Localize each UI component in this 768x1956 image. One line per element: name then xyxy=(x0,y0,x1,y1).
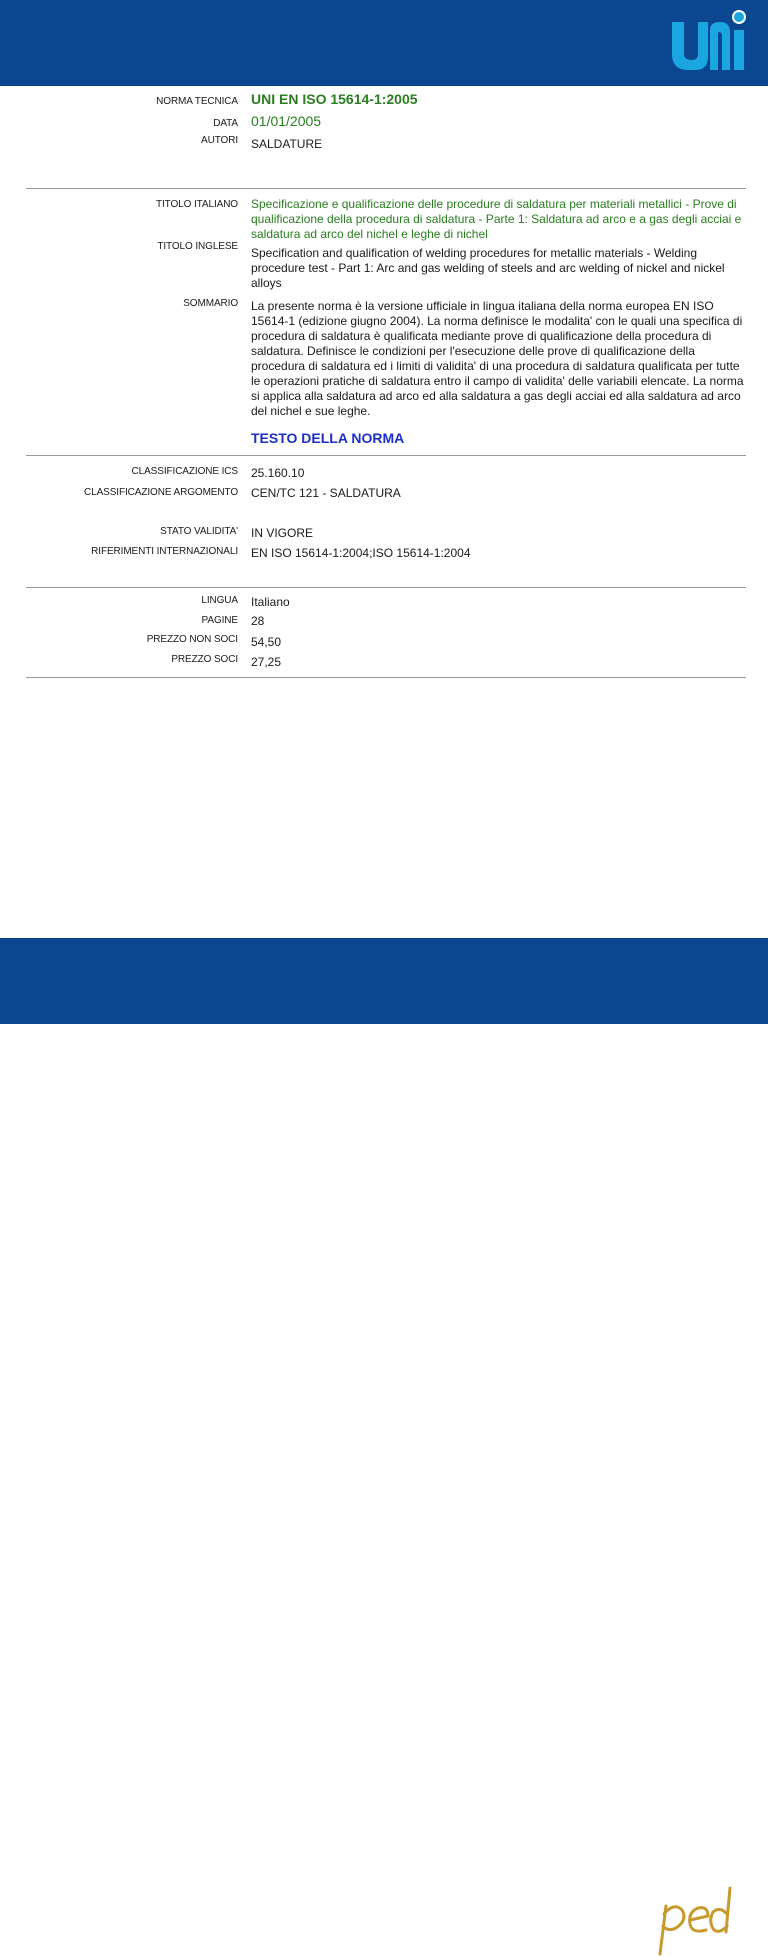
label-classificazione-ics: CLASSIFICAZIONE ICS xyxy=(131,466,238,477)
label-stato-validita: STATO VALIDITA' xyxy=(160,526,238,537)
ped-logo xyxy=(650,1884,742,1956)
divider xyxy=(26,587,746,588)
label-titolo-italiano: TITOLO ITALIANO xyxy=(155,199,238,210)
label-prezzo-non-soci: PREZZO NON SOCI xyxy=(146,634,238,645)
prezzo-soci-value: 27,25 xyxy=(251,655,282,669)
stato-value: IN VIGORE xyxy=(251,526,314,540)
divider xyxy=(26,188,746,189)
label-sommario: SOMMARIO xyxy=(183,298,238,309)
lingua-value: Italiano xyxy=(251,595,290,609)
norma-authors: SALDATURE xyxy=(251,137,323,151)
summary-text: La presente norma è la versione ufficiale in lingua italiana della norma europea EN ISO 15614-1 (edizione giugno 2004). La norma definisce le modalita' con le quali una specifica di procedura di saldatura è qualificata mediante prove di qualificazione della procedura di saldatura. Definisce le condizioni per l'esecuzione delle prove di qualificazione della procedura di saldatura ed i limiti di validita' di una procedura di saldatura qualificata per tutte le operazioni pratiche di saldatura entro il campo di validita' delle variabili elencate. La norma si applica alla saldatura ad arco ed alla saldatura a gas degli acciai ed alla saldatura ad arco del nichel e sue leghe. xyxy=(251,299,744,418)
label-norma-tecnica: NORMA TECNICA xyxy=(156,96,238,107)
divider xyxy=(26,455,746,456)
italian-title: Specificazione e qualificazione delle procedure di saldatura per materiali metallici - Prove di qualificazione della procedura di saldatura - Parte 1: Saldatura ad arco e a gas degli acciai e saldatura ad arco del nichel e leghe di nichel xyxy=(251,197,742,241)
header-band xyxy=(0,0,768,86)
divider xyxy=(26,677,746,678)
ics-value: 25.160.10 xyxy=(251,466,305,480)
prezzo-non-soci-value: 54,50 xyxy=(251,635,282,649)
label-pagine: PAGINE xyxy=(201,615,238,626)
testo-norma-link[interactable]: TESTO DELLA NORMA xyxy=(251,430,405,446)
label-prezzo-soci: PREZZO SOCI xyxy=(171,654,238,665)
label-lingua: LINGUA xyxy=(201,595,238,606)
uni-logo xyxy=(668,8,750,74)
label-classificazione-argomento: CLASSIFICAZIONE ARGOMENTO xyxy=(83,487,238,498)
label-titolo-inglese: TITOLO INGLESE xyxy=(157,241,238,252)
argomento-value: CEN/TC 121 - SALDATURA xyxy=(251,486,401,500)
norma-date: 01/01/2005 xyxy=(251,113,322,129)
label-riferimenti-internazionali: RIFERIMENTI INTERNAZIONALI xyxy=(91,546,238,557)
label-data: DATA xyxy=(213,118,238,129)
label-autori: AUTORI xyxy=(201,135,238,146)
pagine-value: 28 xyxy=(251,614,265,628)
footer-band xyxy=(0,938,768,1024)
riferimenti-value: EN ISO 15614-1:2004;ISO 15614-1:2004 xyxy=(251,546,471,560)
norma-code: UNI EN ISO 15614-1:2005 xyxy=(251,91,418,107)
english-title: Specification and qualification of welding procedures for metallic materials - Welding procedure test - Part 1: Arc and gas welding of steels and arc welding of nickel and nickel alloys xyxy=(251,246,725,290)
